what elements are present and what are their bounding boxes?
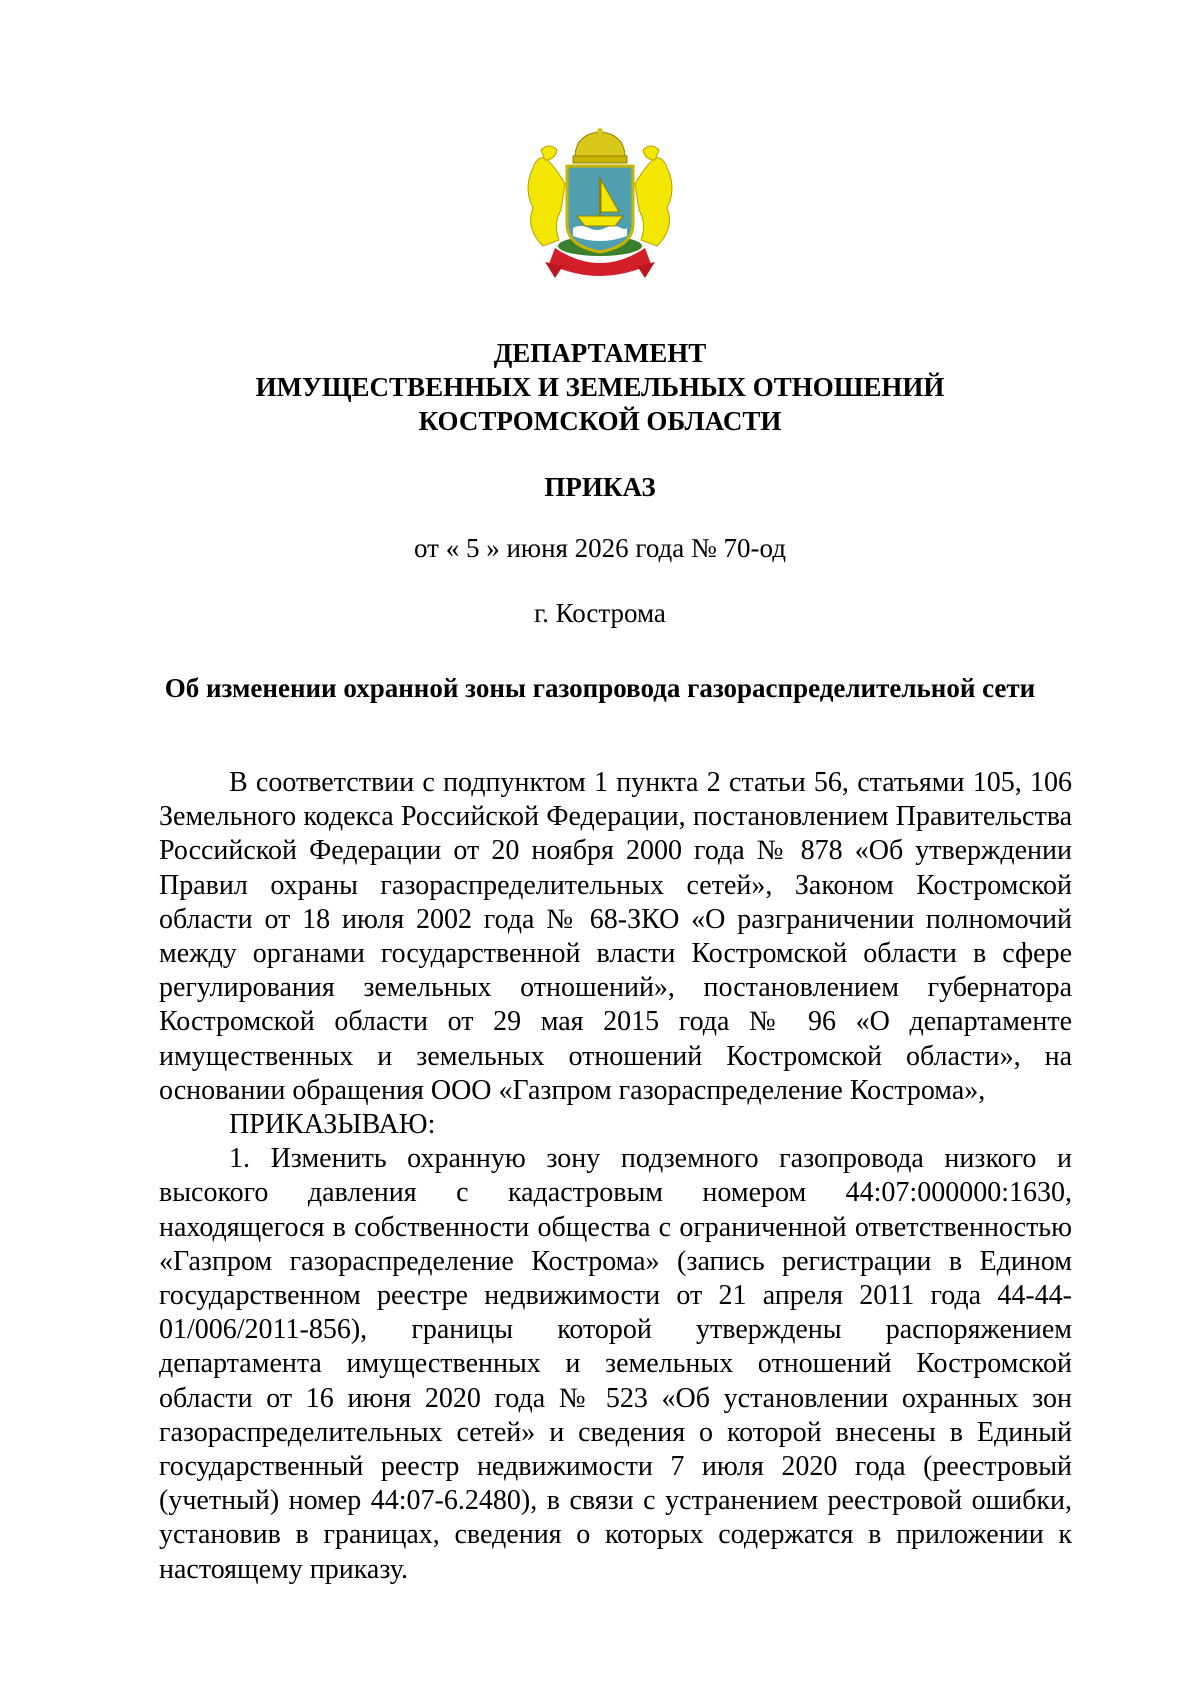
department-name [0, 336, 1200, 438]
department-line-1: ДЕПАРТАМЕНТ [493, 338, 707, 368]
kostroma-coat-of-arms-icon [515, 128, 685, 288]
order-body [159, 766, 1072, 1587]
order-title: ПРИКАЗ [544, 472, 656, 502]
order-date-number: от « 5 » июня 2026 года № 70-од [414, 533, 786, 563]
department-line-2: ИМУЩЕСТВЕННЫХ И ЗЕМЕЛЬНЫХ ОТНОШЕНИЙ [255, 372, 945, 402]
order-verb: ПРИКАЗЫВАЮ: [229, 1109, 436, 1141]
department-line-3: КОСТРОМСКОЙ ОБЛАСТИ [418, 406, 782, 436]
preamble-paragraph: В соответствии с подпунктом 1 пункта 2 статьи 56, статьями 105, 106 Земельного кодекса Российской Федерации, постановлением Правительства Российской Федерации от 20 ноября 2000 года № 878 «Об утверждении Правил охраны газораспределительных сетей», Законом Костромской области от 18 июля 2002 года № 68-ЗКО «О разграничении полномочий между органами государственной власти Костромской области в сфере регулирования земельных отношений», постановлением губернатора Костромской области от 29 мая 2015 года № 96 «О департаменте имущественных и земельных отношений Костромской области», на основании обращения ООО «Газпром газораспределение Кострома», [159, 767, 1072, 1106]
order-subject: Об изменении охранной зоны газопровода газораспределительной сети [164, 673, 1036, 703]
order-city: г. Кострома [534, 598, 666, 628]
item-1-paragraph: 1. Изменить охранную зону подземного газопровода низкого и высокого давления с кадастровым номером 44:07:000000:1630, находящегося в собственности общества с ограниченной ответственностью «Газпром газораспределение Кострома» (запись регистрации в Едином государственном реестре недвижимости от 21 апреля 2011 года 44-44-01/006/2011-856), границы которой утверждены распоряжением департамента имущественных и земельных отношений Костромской области от 16 июня 2020 года № 523 «Об установлении охранных зон газораспределительных сетей» и сведения о которой внесены в Единый государственный реестр недвижимости 7 июля 2020 года (реестровый (учетный) номер 44:07-6.2480), в связи с устранением реестровой ошибки, установив в границах, сведения о которых содержатся в приложении к настоящему приказу. [159, 1143, 1072, 1585]
